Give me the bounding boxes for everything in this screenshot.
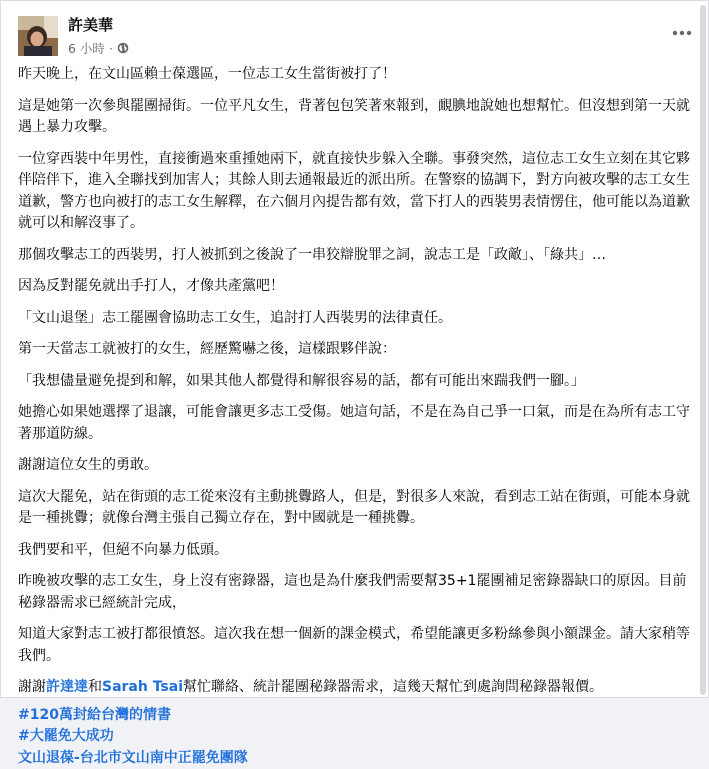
post-paragraph: 謝謝這位女生的勇敢。 — [18, 455, 694, 477]
post-paragraph: 知道大家對志工被打都很憤怒。這次我在想一個新的課金模式，希望能讓更多粉絲參與小額課金。請大家稍等我們。 — [18, 624, 694, 667]
scrollbar[interactable] — [700, 5, 706, 695]
post-paragraph: 「文山退堡」志工罷團會協助志工女生，追討打人西裝男的法律責任。 — [18, 308, 694, 330]
post-paragraph: 第一天當志工就被打的女生，經歷驚嚇之後，這樣跟夥伴說： — [18, 339, 694, 361]
post-body — [18, 64, 694, 769]
post-paragraph: 「我想儘量避免提到和解，如果其他人都覺得和解很容易的話，都有可能出來踹我們一腳。」 — [18, 371, 694, 393]
hashtag-link[interactable]: #120萬封給台灣的情書 — [18, 705, 694, 727]
avatar-image — [18, 16, 58, 56]
post-meta — [68, 39, 129, 57]
thanks-paragraph — [18, 677, 694, 699]
post-paragraph: 那個攻擊志工的西裝男，打人被抓到之後說了一串狡辯脫罪之詞，說志工是「政敵」、「綠共」… — [18, 245, 694, 267]
more-options-icon — [672, 30, 692, 36]
hashtag-link[interactable]: #大罷免大成功 — [18, 726, 694, 748]
post-time[interactable]: 6 小時 — [68, 39, 105, 57]
hashtag-list — [18, 705, 694, 769]
mention-link[interactable]: Sarah Tsai — [102, 679, 183, 695]
post-paragraph: 一位穿西裝中年男性，直接衝過來重揰她兩下，就直接快步躲入全聯。事發突然，這位志工女生立刻在其它夥伴陪伴下，進入全聯找到加害人；其餘人則去通報最近的派出所。在警察的協調下，對方向被攻擊的志工女生道歉，警方也向被打的志工女生解釋，在六個月內提告都有效，當下打人的西裝男表情愣住，他可能以為道歉就可以和解沒事了。 — [18, 149, 694, 235]
avatar[interactable] — [18, 16, 58, 56]
post-paragraph: 昨天晚上，在文山區賴士葆選區，一位志工女生當街被打了！ — [18, 64, 694, 86]
post-header — [1, 1, 708, 63]
post-paragraph: 我們要和平，但絕不向暴力低頭。 — [18, 540, 694, 562]
meta-separator: · — [109, 41, 113, 56]
post-author[interactable]: 許美華 — [68, 14, 113, 35]
mention-link[interactable]: 許達達 — [46, 679, 88, 695]
page-link[interactable]: 文山退葆-台北市文山南中正罷免團隊 — [18, 748, 694, 769]
post-paragraph: 這次大罷免，站在街頭的志工從來沒有主動挑釁路人，但是，對很多人來說，看到志工站在街頭，可能本身就是一種挑釁；就像台灣主張自己獨立存在，對中國就是一種挑釁。 — [18, 487, 694, 530]
post-paragraph: 因為反對罷免就出手打人，才像共產黨吧！ — [18, 276, 694, 298]
globe-icon — [117, 42, 129, 54]
post-paragraph: 她擔心如果她選擇了退讓，可能會讓更多志工受傷。她這句話，不是在為自己爭一口氣，而是在為所有志工守著那道防線。 — [18, 402, 694, 445]
thanks-prefix: 謝謝 — [18, 679, 46, 695]
post-paragraph: 這是她第一次參與罷團掃街。一位平凡女生，背著包包笑著來報到，靦腆地說她也想幫忙。但沒想到第一天就遇上暴力攻擊。 — [18, 96, 694, 139]
thanks-and: 和 — [88, 679, 102, 695]
more-options-button[interactable] — [668, 19, 696, 47]
post-paragraph: 昨晚被攻擊的志工女生，身上沒有密錄器，這也是為什麼我們需要幫35+1罷團補足密錄器缺口的原因。目前秘錄器需求已經統計完成， — [18, 571, 694, 614]
thanks-suffix: 幫忙聯絡、統計罷團秘錄器需求，這幾天幫忙到處詢問秘錄器報價。 — [183, 679, 603, 695]
